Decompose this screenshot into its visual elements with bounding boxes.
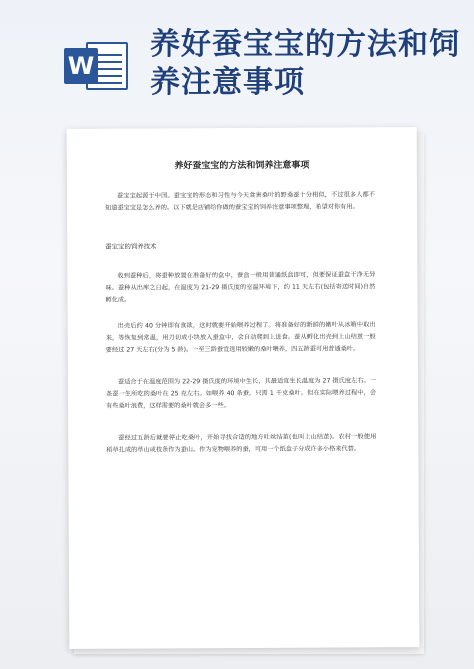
document-page [67,127,420,649]
paragraph-temperature: 蚕适合于在温度范围为 22-29 摄氏度的环境中生长，其最适宜生长温度为 27 摄氏度左右。一条蚕一生所吃的桑叶在 25 克左右。如喂养 40 条蚕，只需 1 千克桑叶。但在实际喂养过程中，会有些桑叶浪费，这样需要的桑叶就会多一些。 [106,377,377,410]
banner-title: 养好蚕宝宝的方法和饲养注意事项 [150,27,460,100]
word-document-icon [64,38,130,94]
document-title: 养好蚕宝宝的方法和饲养注意事项 [174,160,310,172]
paragraph-cocoon: 蚕经过五龄后就要停止吃桑叶，开始寻找合适的地方吐丝结茧(也叫上山结茧)。农村一般使用稻草扎成的草山或枝条作为蚕山。作为宠物喂养的蚕，可用一个纸盒子分成许多小格来代替。 [106,433,377,454]
paragraph-intro: 蚕宝宝起源于中国。蚕宝宝的形态和习性与今天食害桑叶的野桑蚕十分相似，不过很多人都不知道蚕宝宝是怎么养的。以下就是店铺给你做的蚕宝宝的饲养注意事项整理，希望对你有用。 [105,191,376,212]
section-heading: 蚕宝宝的饲养技术 [105,242,157,251]
word-letter-badge: W [64,48,98,84]
header-banner [0,0,474,120]
paragraph-feeding: 出壳后约 40 分钟即有食欲，这时就要开始喂养过程了。将准备好的新鲜的嫩叶从冰箱中取出来，等恢复到常温，用刀切成小块放入蚕盒中，会自动爬到上进食。蚕从孵化出壳到上山结茧一般要经过 27 天左右(分为 5 龄)。一至三龄蚕宜选用较嫩的桑叶喂养，四五龄蚕可用普通桑叶。 [105,321,376,354]
paragraph-hatching: 收到蚕种后，将蚕种放置在准备好的盒中，蚕盒一般用普通纸盒即可，但要保证蚕盒干净无异味。蚕种从出库之日起，在温度为 21-29 摄氏度的室温环境下，约 11 天左右(包括寄送时间)自然孵化成。 [105,271,376,304]
